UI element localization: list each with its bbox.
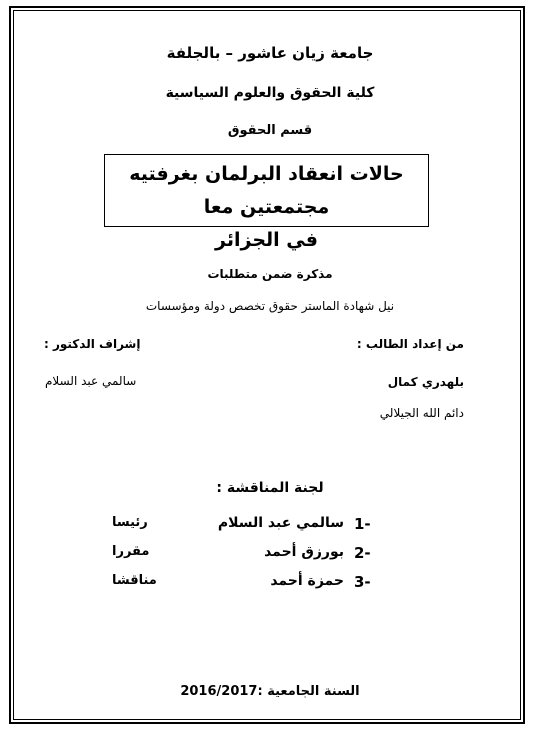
committee-num-3: 3- bbox=[354, 573, 371, 591]
committee-name-2: بورزق أحمد bbox=[264, 544, 344, 560]
student-name-1: بلهدري كمال bbox=[387, 375, 464, 389]
requirement-line2: نيل شهادة الماستر حقوق تخصص دولة ومؤسسات bbox=[145, 299, 395, 313]
thesis-title-line1: حالات انعقاد البرلمان بغرفتيه مجتمعتين معا bbox=[129, 163, 404, 218]
committee-name-1: سالمي عبد السلام bbox=[217, 515, 344, 531]
committee-role-1: رئيسا bbox=[112, 515, 148, 530]
faculty-name: كلية الحقوق والعلوم السياسية bbox=[165, 85, 375, 101]
department-name: قسم الحقوق bbox=[227, 123, 313, 138]
supervisor-name: سالمي عبد السلام bbox=[45, 374, 137, 388]
committee-num-2: 2- bbox=[354, 544, 371, 562]
committee-name-3: حمزة أحمد bbox=[270, 573, 344, 589]
thesis-title-box bbox=[104, 154, 429, 251]
thesis-title-line2: في الجزائر bbox=[215, 229, 318, 251]
committee-label: لجنة المناقشة : bbox=[216, 480, 324, 496]
academic-year: السنة الجامعية :2016/2017 bbox=[180, 684, 360, 699]
university-name: جامعة زيان عاشور – بالجلفة bbox=[166, 44, 374, 62]
students-label: من إعداد الطالب : bbox=[356, 337, 464, 351]
committee-num-1: 1- bbox=[354, 515, 371, 533]
requirement-line1: مذكرة ضمن متطلبات bbox=[207, 267, 333, 281]
supervisor-label: إشراف الدكتور : bbox=[44, 337, 141, 351]
committee-role-3: مناقشا bbox=[112, 573, 157, 588]
committee-role-2: مقررا bbox=[112, 544, 150, 559]
student-name-2: دائم الله الجيلالي bbox=[379, 406, 464, 420]
page-border bbox=[9, 6, 525, 724]
